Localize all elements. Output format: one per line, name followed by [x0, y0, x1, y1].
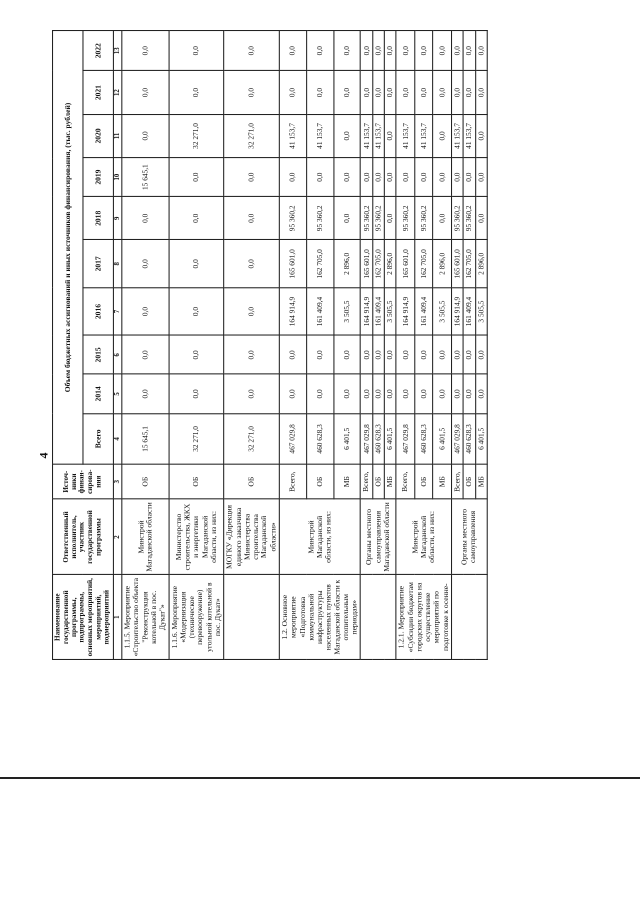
- row-value-cell: 164 914,9: [361, 288, 373, 336]
- row-value-cell: 0,0: [279, 158, 306, 197]
- row-value-cell: 460 628,3: [415, 413, 433, 464]
- row-value-cell: 6 401,5: [334, 413, 361, 464]
- column-number: 8: [113, 240, 122, 288]
- row-value-cell: 0,0: [384, 197, 396, 240]
- row-value-cell: 0,0: [452, 158, 464, 197]
- row-source-cell: МБ: [475, 464, 487, 499]
- row-value-cell: 0,0: [361, 158, 373, 197]
- row-value-cell: 0,0: [463, 335, 475, 374]
- row-source-cell: ОБ: [122, 464, 169, 499]
- row-value-cell: 0,0: [396, 374, 414, 413]
- row-value-cell: 0,0: [361, 31, 373, 71]
- row-value-cell: 0,0: [433, 335, 451, 374]
- row-value-cell: 2 896,0: [384, 240, 396, 288]
- header-name: Наименование государственной программы, подпрограммы, основных мероприятий, мероприятий, подмероприятий: [53, 575, 114, 660]
- row-value-cell: 0,0: [373, 374, 385, 413]
- row-value-cell: 0,0: [169, 71, 224, 114]
- row-value-cell: 0,0: [169, 240, 224, 288]
- row-value-cell: 0,0: [224, 71, 279, 114]
- row-value-cell: 0,0: [373, 71, 385, 114]
- row-source-cell: МБ: [384, 464, 396, 499]
- row-source-cell: ОБ: [415, 464, 433, 499]
- row-name-cell: 1.1.6. Мероприятие «Модернизация (техническое перевооружение) угольной котельной в пос. Дукат»: [169, 575, 224, 660]
- row-value-cell: 32 271,0: [224, 114, 279, 157]
- row-value-cell: 15 645,1: [122, 413, 169, 464]
- page-number: 4: [36, 452, 51, 459]
- row-source-cell: Всего,: [279, 464, 306, 499]
- row-value-cell: 164 914,9: [452, 288, 464, 336]
- row-name-cell: [452, 575, 488, 660]
- row-executor-cell: МОГКУ «Дирекция единого заказчика Министерства строительства Магаданской области»: [224, 499, 279, 575]
- row-value-cell: 0,0: [169, 31, 224, 71]
- row-value-cell: 0,0: [415, 158, 433, 197]
- header-total: Всего: [83, 413, 113, 464]
- row-value-cell: 162 705,0: [415, 240, 433, 288]
- column-number: 12: [113, 71, 122, 114]
- row-source-cell: Всего,: [396, 464, 414, 499]
- row-value-cell: 41 153,7: [279, 114, 306, 157]
- row-value-cell: 0,0: [169, 335, 224, 374]
- row-value-cell: 0,0: [384, 71, 396, 114]
- row-value-cell: 95 360,2: [396, 197, 414, 240]
- row-value-cell: 161 409,4: [373, 288, 385, 336]
- row-value-cell: 0,0: [279, 31, 306, 71]
- row-value-cell: 0,0: [373, 31, 385, 71]
- column-number: 3: [113, 464, 122, 499]
- row-value-cell: 0,0: [463, 31, 475, 71]
- column-number: 11: [113, 114, 122, 157]
- header-year-2015: 2015: [83, 335, 113, 374]
- row-value-cell: 0,0: [384, 158, 396, 197]
- header-year-2020: 2020: [83, 114, 113, 157]
- column-number: 9: [113, 197, 122, 240]
- row-value-cell: 32 271,0: [224, 413, 279, 464]
- row-value-cell: 3 505,5: [334, 288, 361, 336]
- row-value-cell: 0,0: [122, 31, 169, 71]
- row-value-cell: 467 029,8: [279, 413, 306, 464]
- row-value-cell: 0,0: [452, 335, 464, 374]
- row-name-cell: 1.2. Основное мероприятие «Подготовка коммунальной инфраструктуры населенных пунктов Магаданской области к отопительным периодам»: [279, 575, 360, 660]
- row-value-cell: 0,0: [433, 197, 451, 240]
- row-value-cell: 0,0: [452, 374, 464, 413]
- row-value-cell: 0,0: [433, 71, 451, 114]
- table-row: [396, 31, 414, 660]
- table-row: [361, 31, 373, 660]
- row-executor-cell: Органы местного самоуправления Магаданской области: [361, 499, 397, 575]
- header-year-2022: 2022: [83, 31, 113, 71]
- row-value-cell: 41 153,7: [361, 114, 373, 157]
- row-source-cell: ОБ: [306, 464, 333, 499]
- table-row: [224, 31, 279, 660]
- table-row: [122, 31, 169, 660]
- row-value-cell: 0,0: [475, 374, 487, 413]
- table-container: [52, 30, 640, 660]
- row-value-cell: 41 153,7: [373, 114, 385, 157]
- row-value-cell: 41 153,7: [306, 114, 333, 157]
- row-value-cell: 0,0: [224, 197, 279, 240]
- header-source: Источ-ники финан-сирова-ния: [53, 464, 114, 499]
- row-value-cell: 32 271,0: [169, 413, 224, 464]
- row-value-cell: 0,0: [224, 31, 279, 71]
- column-number: 4: [113, 413, 122, 464]
- column-number: 1: [113, 575, 122, 660]
- row-value-cell: 0,0: [169, 197, 224, 240]
- row-value-cell: 0,0: [396, 31, 414, 71]
- row-value-cell: 0,0: [433, 31, 451, 71]
- row-value-cell: 164 914,9: [396, 288, 414, 336]
- row-value-cell: 41 153,7: [396, 114, 414, 157]
- row-name-cell: 1.1.5. Мероприятие «Строительство объекта "Реконструкция котельной в пос. Дукат"»: [122, 575, 169, 660]
- row-value-cell: 165 601,0: [361, 240, 373, 288]
- row-value-cell: 0,0: [475, 197, 487, 240]
- row-name-cell: 1.2.1. Мероприятие «Субсидии бюджетам городских округов на осуществление мероприятий по подготовке к осенне-: [396, 575, 451, 660]
- page-divider-line: [0, 777, 640, 779]
- row-value-cell: 0,0: [452, 71, 464, 114]
- row-value-cell: 0,0: [433, 114, 451, 157]
- table-row: [279, 31, 306, 660]
- row-value-cell: 3 505,5: [475, 288, 487, 336]
- row-value-cell: 0,0: [463, 158, 475, 197]
- row-value-cell: 0,0: [334, 158, 361, 197]
- row-value-cell: 161 409,4: [463, 288, 475, 336]
- row-value-cell: 0,0: [122, 114, 169, 157]
- row-value-cell: 41 153,7: [452, 114, 464, 157]
- row-value-cell: 0,0: [475, 114, 487, 157]
- row-value-cell: 165 601,0: [452, 240, 464, 288]
- header-year-2017: 2017: [83, 240, 113, 288]
- row-value-cell: 6 401,5: [433, 413, 451, 464]
- row-value-cell: 161 409,4: [306, 288, 333, 336]
- row-value-cell: 0,0: [334, 197, 361, 240]
- column-number: 6: [113, 335, 122, 374]
- row-value-cell: 0,0: [415, 71, 433, 114]
- row-executor-cell: Минстрой Магаданской области, из них:: [396, 499, 451, 575]
- row-value-cell: 3 505,5: [433, 288, 451, 336]
- row-value-cell: 0,0: [361, 335, 373, 374]
- row-value-cell: 0,0: [463, 374, 475, 413]
- row-value-cell: 0,0: [396, 71, 414, 114]
- row-value-cell: 0,0: [475, 31, 487, 71]
- row-value-cell: 162 705,0: [306, 240, 333, 288]
- row-value-cell: 0,0: [463, 71, 475, 114]
- row-value-cell: 41 153,7: [463, 114, 475, 157]
- row-value-cell: 0,0: [224, 158, 279, 197]
- row-source-cell: МБ: [433, 464, 451, 499]
- header-year-2021: 2021: [83, 71, 113, 114]
- row-value-cell: 0,0: [169, 288, 224, 336]
- row-value-cell: 467 029,8: [396, 413, 414, 464]
- row-executor-cell: Минстрой Магаданской области, из них:: [279, 499, 360, 575]
- row-value-cell: 0,0: [306, 374, 333, 413]
- row-value-cell: 0,0: [306, 335, 333, 374]
- row-source-cell: ОБ: [373, 464, 385, 499]
- row-value-cell: 0,0: [433, 374, 451, 413]
- header-year-2018: 2018: [83, 197, 113, 240]
- row-value-cell: 0,0: [415, 374, 433, 413]
- row-value-cell: 0,0: [415, 31, 433, 71]
- row-value-cell: 0,0: [122, 335, 169, 374]
- row-value-cell: 0,0: [306, 31, 333, 71]
- row-value-cell: 0,0: [279, 335, 306, 374]
- row-value-cell: 0,0: [396, 158, 414, 197]
- row-value-cell: 2 896,0: [475, 240, 487, 288]
- row-value-cell: 0,0: [122, 71, 169, 114]
- table-row: [169, 31, 224, 660]
- row-value-cell: 162 705,0: [463, 240, 475, 288]
- row-value-cell: 0,0: [373, 158, 385, 197]
- row-source-cell: МБ: [334, 464, 361, 499]
- row-value-cell: 0,0: [224, 335, 279, 374]
- table-body: [122, 31, 487, 660]
- row-executor-cell: Органы местного самоуправления: [452, 499, 488, 575]
- row-value-cell: 0,0: [122, 197, 169, 240]
- row-value-cell: 467 029,8: [361, 413, 373, 464]
- header-year-2019: 2019: [83, 158, 113, 197]
- row-source-cell: ОБ: [224, 464, 279, 499]
- row-name-cell: [224, 575, 279, 660]
- row-value-cell: 0,0: [452, 31, 464, 71]
- row-value-cell: 6 401,5: [475, 413, 487, 464]
- row-value-cell: 460 628,3: [306, 413, 333, 464]
- row-value-cell: 0,0: [475, 335, 487, 374]
- row-value-cell: 0,0: [334, 374, 361, 413]
- row-name-cell: [361, 575, 397, 660]
- row-value-cell: 460 628,3: [463, 413, 475, 464]
- row-value-cell: 0,0: [122, 288, 169, 336]
- row-value-cell: 0,0: [384, 374, 396, 413]
- row-value-cell: 0,0: [384, 335, 396, 374]
- table-row: [452, 31, 464, 660]
- header-year-2016: 2016: [83, 288, 113, 336]
- row-value-cell: 2 896,0: [433, 240, 451, 288]
- row-value-cell: 95 360,2: [306, 197, 333, 240]
- row-value-cell: 41 153,7: [415, 114, 433, 157]
- row-value-cell: 164 914,9: [279, 288, 306, 336]
- row-value-cell: 95 360,2: [279, 197, 306, 240]
- row-value-cell: 3 505,5: [384, 288, 396, 336]
- row-value-cell: 0,0: [334, 31, 361, 71]
- row-value-cell: 0,0: [384, 114, 396, 157]
- row-value-cell: 161 409,4: [415, 288, 433, 336]
- row-value-cell: 95 360,2: [415, 197, 433, 240]
- column-number: 5: [113, 374, 122, 413]
- row-value-cell: 6 401,5: [384, 413, 396, 464]
- row-value-cell: 0,0: [279, 374, 306, 413]
- row-value-cell: 0,0: [334, 71, 361, 114]
- row-value-cell: 15 645,1: [122, 158, 169, 197]
- row-value-cell: 0,0: [122, 240, 169, 288]
- header-year-2014: 2014: [83, 374, 113, 413]
- row-value-cell: 95 360,2: [463, 197, 475, 240]
- row-value-cell: 0,0: [224, 374, 279, 413]
- row-value-cell: 0,0: [169, 374, 224, 413]
- row-executor-cell: Минстрой Магаданской области: [122, 499, 169, 575]
- header-executor: Ответственный исполнитель, участник государственной программы: [53, 499, 114, 575]
- row-value-cell: 0,0: [433, 158, 451, 197]
- row-value-cell: 32 271,0: [169, 114, 224, 157]
- row-value-cell: 0,0: [361, 71, 373, 114]
- budget-table: [52, 30, 488, 660]
- row-value-cell: 0,0: [384, 31, 396, 71]
- row-value-cell: 0,0: [361, 374, 373, 413]
- row-value-cell: 467 029,8: [452, 413, 464, 464]
- row-value-cell: 0,0: [373, 335, 385, 374]
- row-value-cell: 95 360,2: [373, 197, 385, 240]
- row-value-cell: 0,0: [475, 71, 487, 114]
- row-source-cell: Всего,: [452, 464, 464, 499]
- row-executor-cell: Министерство строительства, ЖКХ и энергетики Магаданской области, из них:: [169, 499, 224, 575]
- row-value-cell: 165 601,0: [396, 240, 414, 288]
- row-value-cell: 0,0: [415, 335, 433, 374]
- row-value-cell: 0,0: [279, 71, 306, 114]
- row-value-cell: 0,0: [306, 71, 333, 114]
- row-value-cell: 0,0: [334, 335, 361, 374]
- row-value-cell: 95 360,2: [361, 197, 373, 240]
- row-source-cell: ОБ: [169, 464, 224, 499]
- row-value-cell: 0,0: [224, 288, 279, 336]
- row-value-cell: 0,0: [169, 158, 224, 197]
- row-value-cell: 2 896,0: [334, 240, 361, 288]
- column-number: 13: [113, 31, 122, 71]
- row-source-cell: ОБ: [463, 464, 475, 499]
- row-value-cell: 162 705,0: [373, 240, 385, 288]
- row-value-cell: 0,0: [306, 158, 333, 197]
- row-value-cell: 0,0: [224, 240, 279, 288]
- row-value-cell: 0,0: [122, 374, 169, 413]
- row-value-cell: 0,0: [475, 158, 487, 197]
- row-value-cell: 165 601,0: [279, 240, 306, 288]
- header-funding-group: Объем бюджетных ассигнований и иных источников финансирования, (тыс. рублей): [53, 31, 83, 465]
- column-numbers-row: [113, 31, 122, 660]
- row-value-cell: 0,0: [334, 114, 361, 157]
- column-number: 10: [113, 158, 122, 197]
- row-value-cell: 460 628,3: [373, 413, 385, 464]
- column-number: 7: [113, 288, 122, 336]
- column-number: 2: [113, 499, 122, 575]
- row-value-cell: 0,0: [396, 335, 414, 374]
- row-value-cell: 95 360,2: [452, 197, 464, 240]
- row-source-cell: Всего,: [361, 464, 373, 499]
